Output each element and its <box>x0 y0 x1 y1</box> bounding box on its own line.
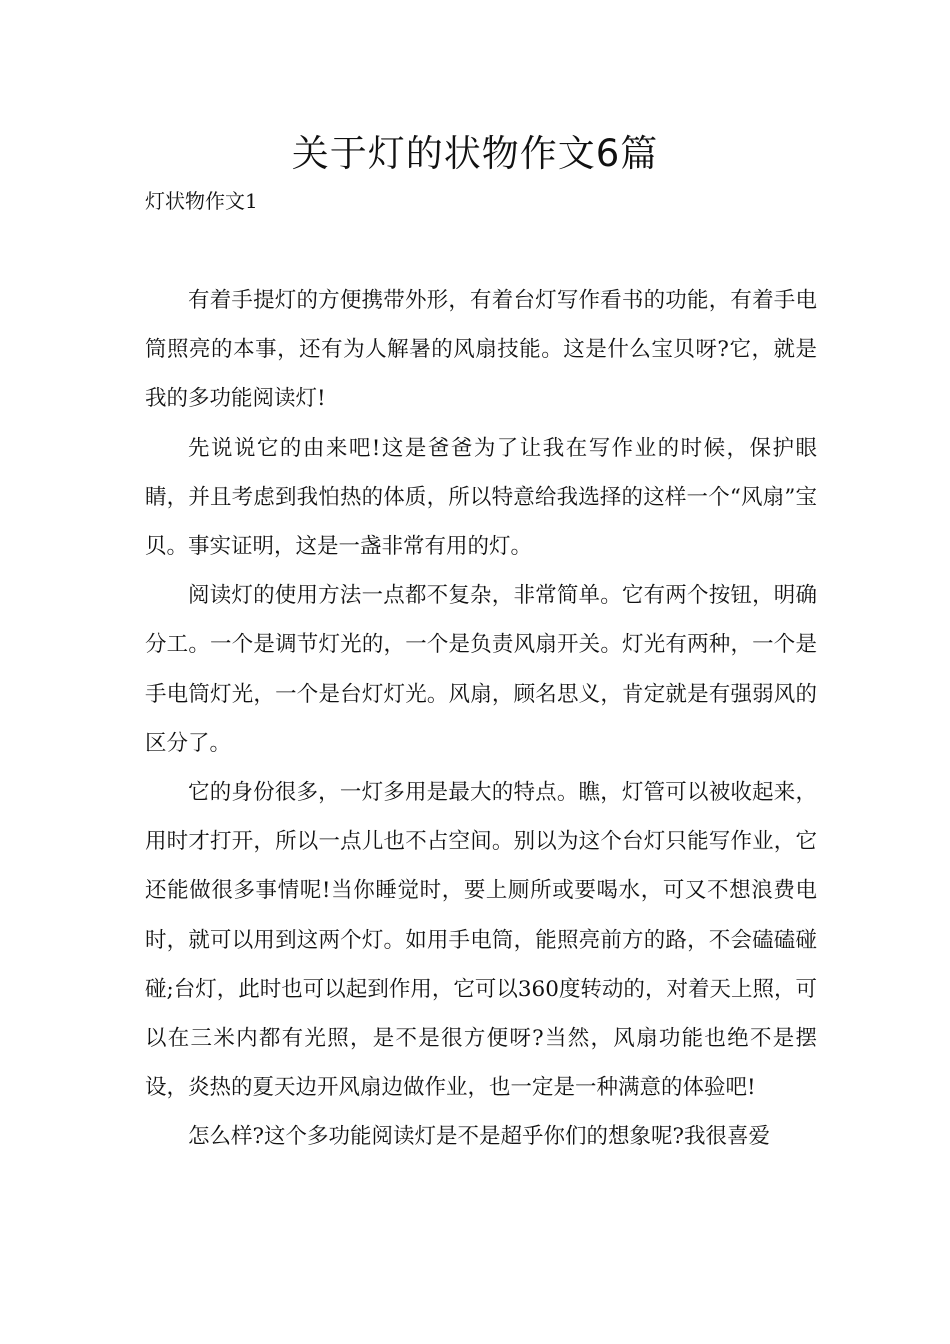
section-heading: 灯状物作文1 <box>145 189 258 213</box>
paragraph-3: 阅读灯的使用方法一点都不复杂，非常简单。它有两个按钮，明确分工。一个是调节灯光的，一个是负责风扇开关。灯光有两种，一个是手电筒灯光，一个是台灯灯光。风扇，顾名思义，肯定就是有强弱风的区分了。 <box>145 583 817 756</box>
paragraph-2: 先说说它的由来吧!这是爸爸为了让我在写作业的时候，保护眼睛，并且考虑到我怕热的体质，所以特意给我选择的这样一个“风扇”宝贝。事实证明，这是一盏非常有用的灯。 <box>145 435 817 560</box>
document-body <box>145 276 817 1162</box>
paragraph-1: 有着手提灯的方便携带外形，有着台灯写作看书的功能，有着手电筒照亮的本事，还有为人解暑的风扇技能。这是什么宝贝呀?它，就是我的多功能阅读灯! <box>145 288 817 412</box>
paragraph-4: 它的身份很多，一灯多用是最大的特点。瞧，灯管可以被收起来，用时才打开，所以一点儿也不占空间。别以为这个台灯只能写作业，它还能做很多事情呢!当你睡觉时，要上厕所或要喝水，可又不想浪费电时，就可以用到这两个灯。如用手电筒，能照亮前方的路，不会磕磕碰碰;台灯，此时也可以起到作用，它可以360度转动的，对着天上照，可以在三米内都有光照，是不是很方便呀?当然，风扇功能也绝不是摆设，炎热的夏天边开风扇边做作业，也一定是一种满意的体验吧! <box>145 780 817 1101</box>
document-title: 关于灯的状物作文6篇 <box>291 132 659 175</box>
paragraph-5: 怎么样?这个多功能阅读灯是不是超乎你们的想象呢?我很喜爱 <box>188 1124 771 1150</box>
